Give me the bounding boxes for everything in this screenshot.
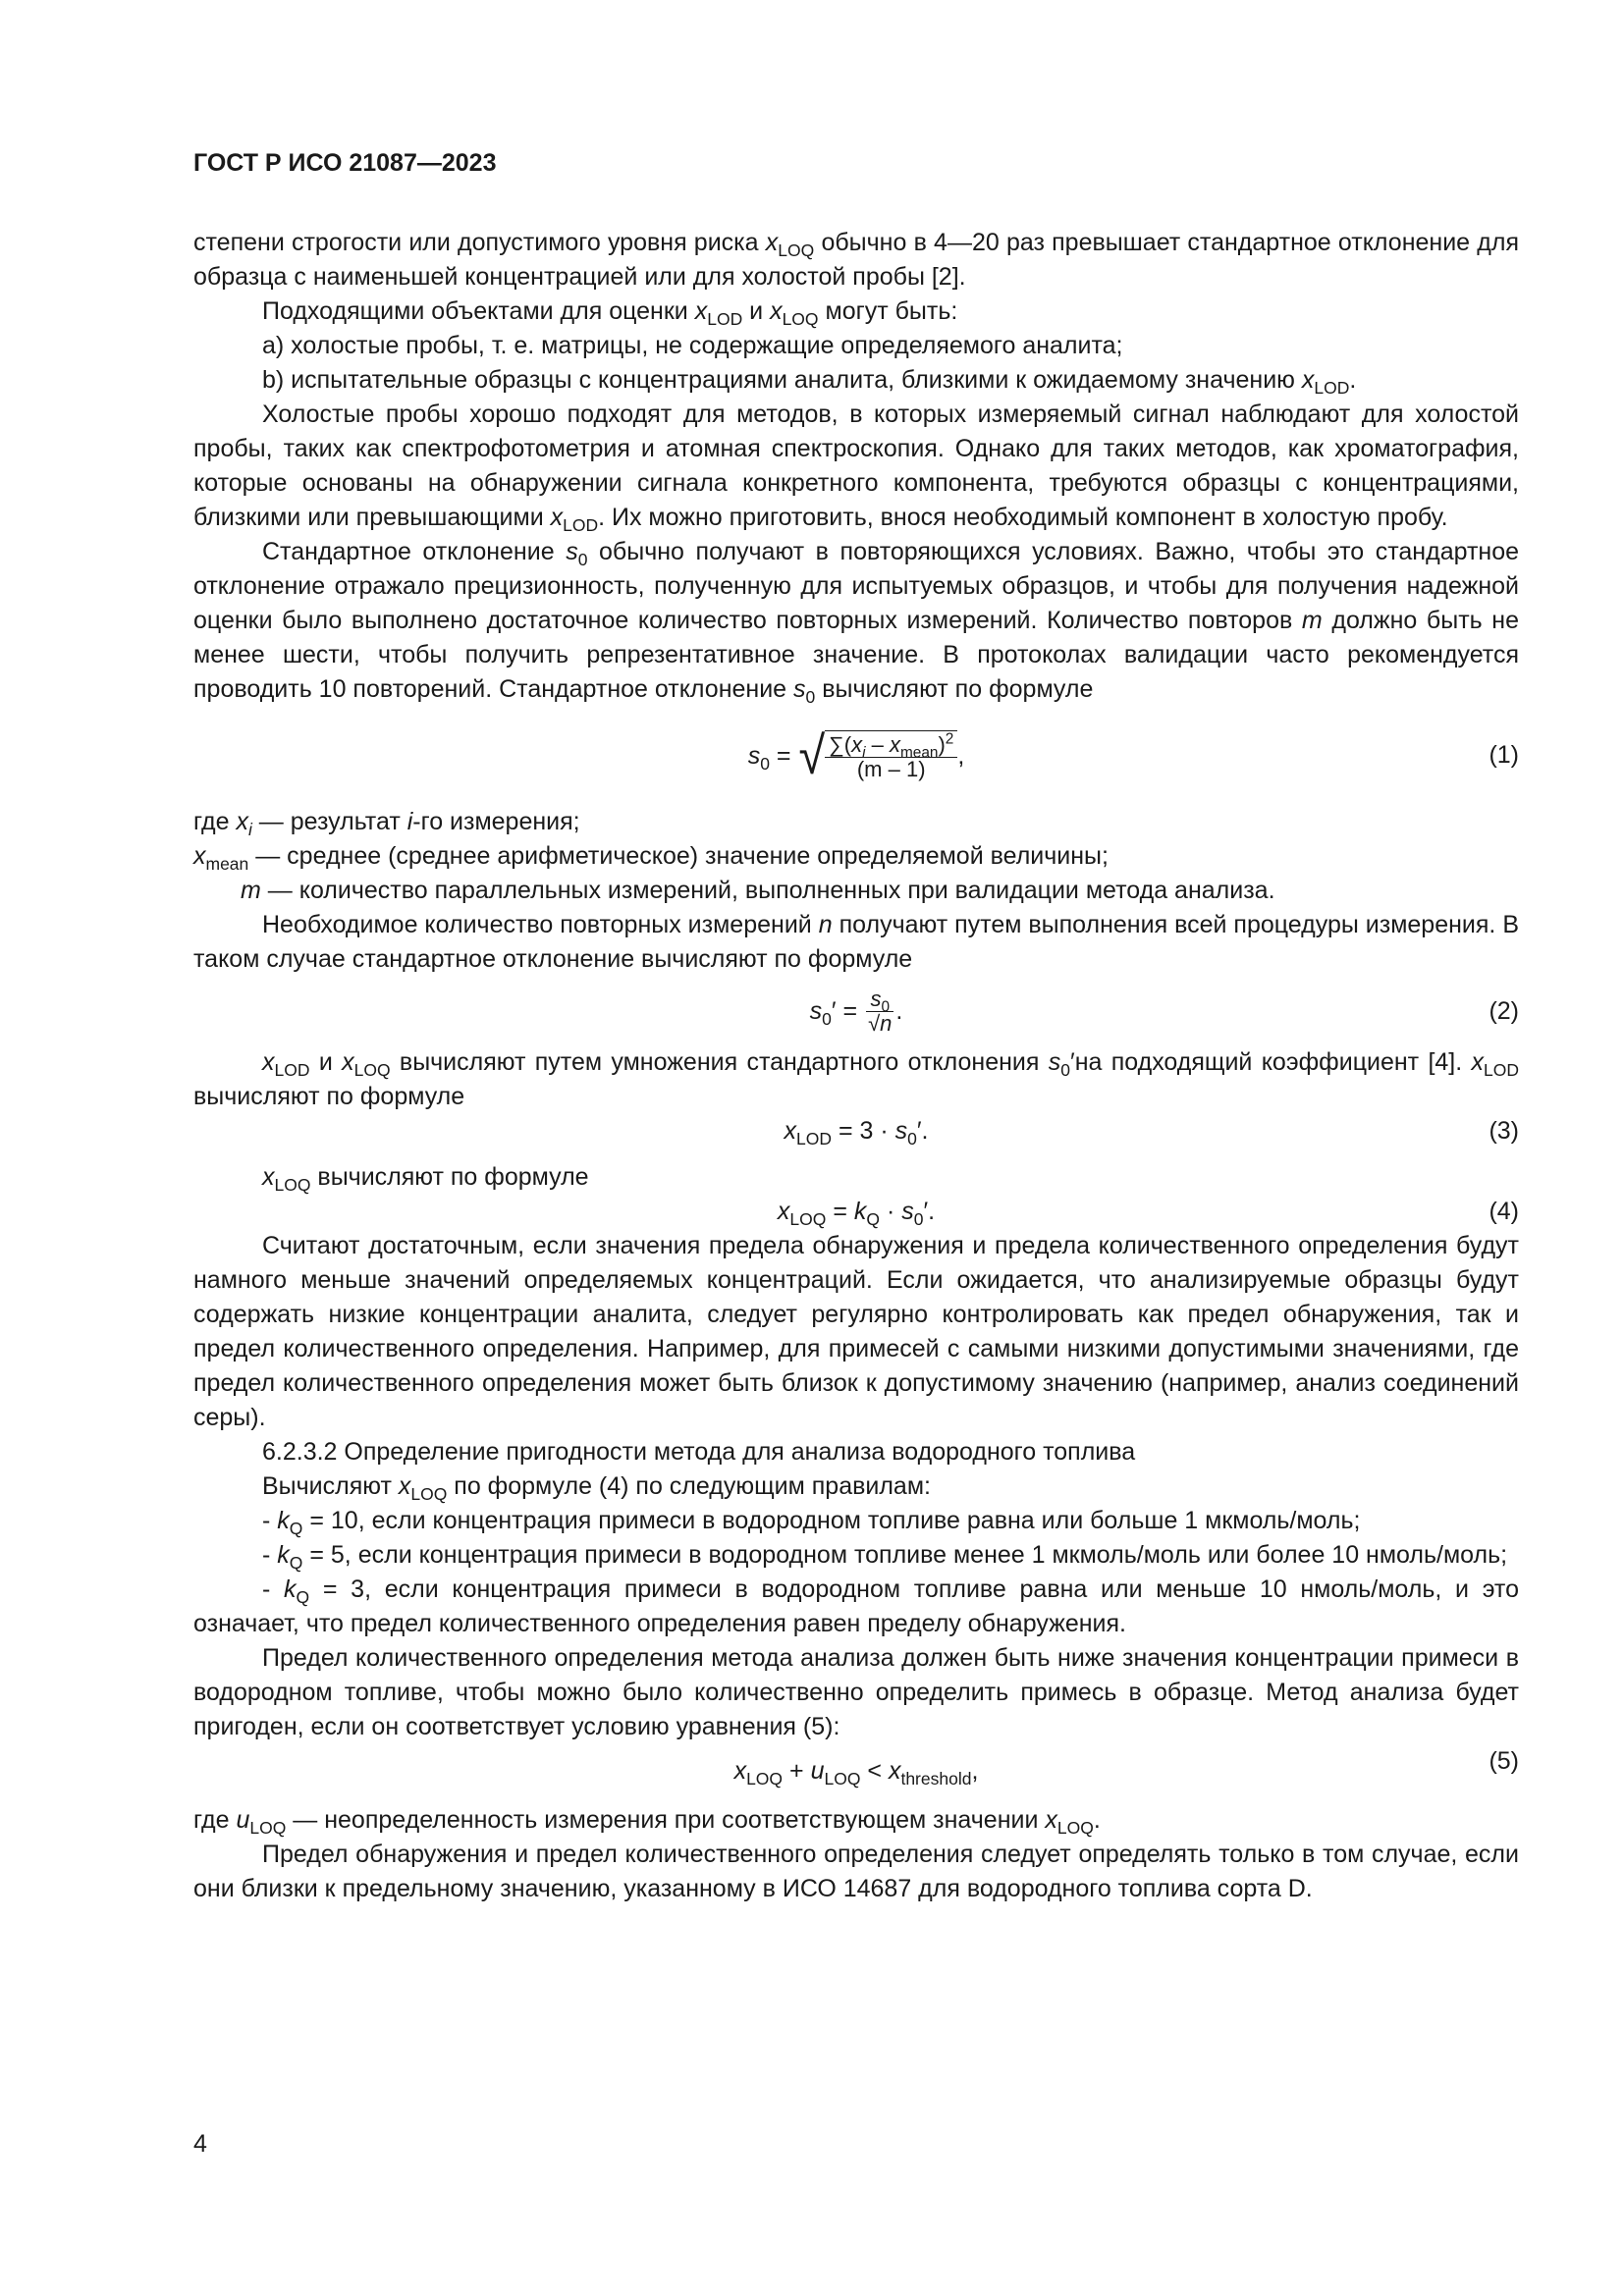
paragraph: Холостые пробы хорошо подходят для методов, в которых измеряемый сигнал наблюдают для холостой пробы, таких как спектрофотометрия и атомная спектроскопия. Однако для таких методов, как хроматография, которые основаны на обнаружении сигнала конкретного компонента, требуются образцы с концентрациями, близкими или превышающими $x_{LOD}$. Их можно приготовить, внося необходимый компонент в холостую пробу. [193,400,1519,536]
rule-item: - $k_Q = 3$, если концентрация примеси в водородном топливе равна или меньше 10 нмоль/моль, и это означает, что предел количественного определения равен пределу обнаружения. [193,1575,1519,1637]
paragraph: Предел обнаружения и предел количественного определения следует определять только в том случае, если они близки к предельному значению, указанному в ИСО 14687 для водородного топлива сорта D. [193,1841,1519,1902]
where-item: $x_{mean}$ — среднее (среднее арифметическое) значение определяемой величины; [193,842,1109,875]
page-header: ГОСТ Р ИСО 21087—2023 [193,149,497,177]
equation-number: (3) [1489,1117,1519,1145]
equation-3: $x_{LOD} = 3 \cdot s_0'$. (3) [193,1114,1519,1148]
equation-4: $x_{LOQ} = k_Q \cdot s_0'$. (4) [193,1195,1519,1229]
section-heading: 6.2.3.2 Определение пригодности метода для анализа водородного топлива [262,1438,1136,1466]
equation-number: (5) [1489,1747,1519,1775]
equation-2: $s_0'$ = $\frac{s_0}{√n}$ . (2) [809,986,1519,1036]
document-body [193,226,1519,1906]
paragraph: Стандартное отклонение $s_0$ обычно получают в повторяющихся условиях. Важно, чтобы это стандартное отклонение отражало прецизионность, полученную для испытуемых образцов, и чтобы для получения надежной оценки было выполнено достаточное количество повторных измерений. Количество повторов m должно быть не менее шести, чтобы получить репрезентативное значение. В протоколах валидации часто рекомендуется проводить 10 повторений. Стандартное отклонение $s_0$ вычисляют по формуле [193,538,1520,708]
paragraph: Считают достаточным, если значения предела обнаружения и предела количественного определения будут намного меньше значений определяемых концентраций. Если ожидается, что анализируемые образцы будут содержать низкие концентрации аналита, следует регулярно контролировать как предел обнаружения, так и предел количественного определения. Например, для примесей с самыми низкими допустимыми значениями, где предел количественного определения может быть близок к допустимому значению (например, анализ соединений серы). [193,1232,1519,1431]
equation-number: (4) [1489,1198,1519,1225]
paragraph: степени строгости или допустимого уровня риска $x_{LOQ}$ обычно в 4—20 раз превышает стандартное отклонение для образца с наименьшей концентрацией или для холостой пробы [2]. [193,229,1519,291]
paragraph: Предел количественного определения метода анализа должен быть ниже значения концентрации примеси в водородном топливе, чтобы можно было количественно определить примесь в образце. Метод анализа будет пригоден, если он соответствует условию уравнения (5): [193,1644,1519,1740]
paragraph: $x_{LOQ}$ вычисляют по формуле [262,1163,589,1196]
where-item: где $x_i$ — результат i-го измерения; [193,808,580,840]
rule-item: - $k_Q = 10$, если концентрация примеси в водородном топливе равна или больше 1 мкмоль/моль; [262,1507,1361,1539]
equation-5: $x_{LOQ} + u_{LOQ} < x_{threshold}$, (5) [193,1744,1519,1803]
list-item: b) испытательные образцы с концентрациями аналита, близкими к ожидаемому значению $x_{LOD}$. [262,366,1357,399]
paragraph: Подходящими объектами для оценки $x_{LOD}$ и $x_{LOQ}$ могут быть: [262,297,958,330]
list-item: a) холостые пробы, т. е. матрицы, не содержащие определяемого аналита; [262,332,1123,359]
where-item: m — количество параллельных измерений, выполненных при валидации метода анализа. [241,877,1275,904]
page-number: 4 [193,2130,207,2158]
equation-number: (1) [1489,741,1519,769]
rule-item: - $k_Q = 5$, если концентрация примеси в водородном топливе менее 1 мкмоль/моль или более 10 нмоль/моль; [262,1541,1508,1574]
paragraph: Необходимое количество повторных измерений n получают путем выполнения всей процедуры измерения. В таком случае стандартное отклонение вычисляют по формуле [193,911,1519,973]
paragraph: Вычисляют $x_{LOQ}$ по формуле (4) по следующим правилам: [262,1472,931,1505]
equation-number: (2) [1489,997,1519,1025]
equation-1: $s_0$ = √ $\frac{\sum(x_i - x_{mean})^2}{(m - 1)}$ , (1) [747,726,1519,785]
where-item: где $u_{LOQ}$ — неопределенность измерения при соответствующем значении $x_{LOQ}$. [193,1806,1101,1839]
paragraph: $x_{LOD}$ и $x_{LOQ}$ вычисляют путем умножения стандартного отклонения $s_0'на$ подходящий коэффициент [4]. $x_{LOD}$ вычисляют по формуле [193,1048,1520,1110]
